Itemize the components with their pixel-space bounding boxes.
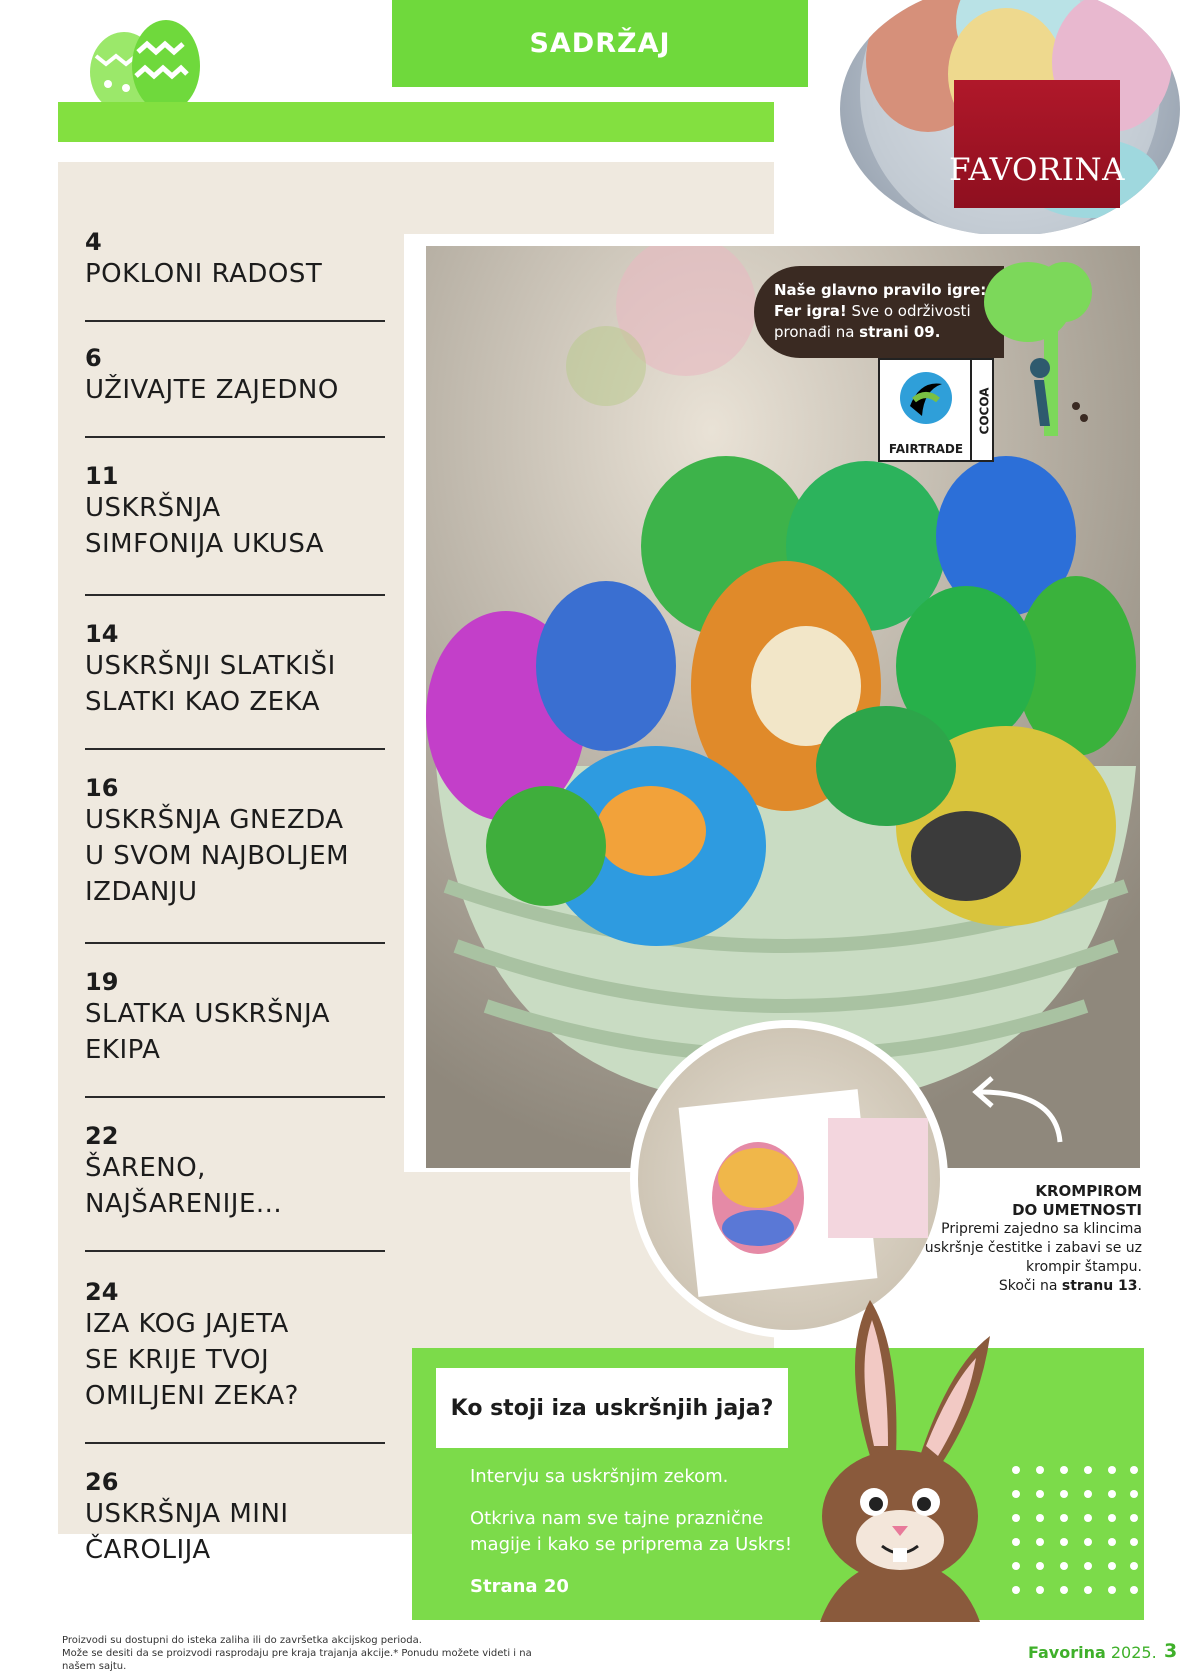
toc-page-number: 16 [85, 774, 119, 802]
header-green-bar [58, 102, 774, 142]
disclaimer-line2: Može se desiti da se proizvodi rasprodaju pre kraja trajanja akcije.* Ponudu možete videti i na našem sajtu. [62, 1648, 532, 1672]
cocoa-text-wrap [974, 366, 994, 456]
cocoa-text: COCOA [977, 387, 992, 435]
caption-jump-post: . [1137, 1278, 1142, 1294]
toc-title: USKRŠNJA GNEZDA U SVOM NAJBOLJEM IZDANJU [85, 805, 350, 907]
toc-item-24[interactable] [85, 1278, 385, 1414]
disclaimer-line1: Proizvodi su dostupni do isteka zaliha ili do završetka akcijskog perioda. [62, 1635, 422, 1646]
sustainability-heading: Naše glavno pravilo igre: [774, 281, 987, 299]
potato-stamp-card-photo [630, 1020, 948, 1338]
toc-title: ŠARENO, NAJŠARENIJE... [85, 1153, 283, 1219]
page-number: 3 [1164, 1640, 1178, 1662]
footer-disclaimer [62, 1634, 562, 1673]
interview-heading-box [436, 1368, 788, 1448]
toc-item-4[interactable] [85, 228, 385, 292]
sustainability-note [754, 266, 1004, 358]
potato-art-caption [920, 1182, 1142, 1296]
toc-item-22[interactable] [85, 1122, 385, 1222]
sustainability-bold: Fer igra! [774, 302, 847, 320]
easter-card-illustration [638, 1028, 940, 1330]
toc-title: USKRŠNJA MINI ČAROLIJA [85, 1499, 289, 1565]
sustainability-page-link[interactable]: strani 09. [859, 323, 941, 341]
page-title: SADRŽAJ [529, 28, 671, 59]
toc-title: USKRŠNJI SLATKIŠI SLATKI KAO ZEKA [85, 651, 336, 717]
toc-divider [85, 1096, 385, 1098]
sustainability-text: Sve o održivosti [846, 302, 971, 320]
sustainability-ref-pre: pronađi na [774, 323, 860, 341]
toc-page-number: 22 [85, 1122, 119, 1150]
toc-divider [85, 436, 385, 438]
caption-jump-pre: Skoči na [998, 1278, 1062, 1294]
toc-page-number: 6 [85, 344, 102, 372]
toc-page-number: 26 [85, 1468, 119, 1496]
curved-arrow-icon [960, 1066, 1070, 1146]
page-title-tab [392, 0, 808, 87]
caption-body: Pripremi zajedno sa klincima uskršnje čestitke i zabavi se uz krompir štampu. [924, 1221, 1142, 1275]
toc-item-6[interactable] [85, 344, 385, 408]
toc-divider [85, 594, 385, 596]
toc-item-26[interactable] [85, 1468, 385, 1568]
easter-bunny-icon [800, 1296, 1000, 1622]
toc-divider [85, 1442, 385, 1444]
dot-grid-decoration [1010, 1464, 1140, 1596]
toc-divider [85, 748, 385, 750]
interview-text [470, 1464, 830, 1616]
toc-page-number: 14 [85, 620, 119, 648]
toc-title: IZA KOG JAJETA SE KRIJE TVOJ OMILJENI ZEKA? [85, 1309, 299, 1411]
toc-divider [85, 1250, 385, 1252]
toc-page-number: 4 [85, 228, 102, 256]
toc-page-number: 19 [85, 968, 119, 996]
toc-divider [85, 320, 385, 322]
interview-heading: Ko stoji iza uskršnjih jaja? [450, 1395, 774, 1421]
toc-item-19[interactable] [85, 968, 385, 1068]
toc-page-number: 24 [85, 1278, 119, 1306]
toc-title: SLATKA USKRŠNJA EKIPA [85, 999, 330, 1065]
tree-with-person-icon [984, 256, 1096, 446]
toc-divider [85, 942, 385, 944]
toc-item-14[interactable] [85, 620, 385, 720]
toc-title: USKRŠNJA SIMFONIJA UKUSA [85, 493, 325, 559]
favorina-logo-text: FAVORINA [949, 152, 1126, 188]
fairtrade-mark [880, 360, 972, 460]
footer-year: 2025. [1105, 1643, 1157, 1662]
caption-title-line2: DO UMETNOSTI [1012, 1201, 1142, 1219]
interview-intro: Intervju sa uskršnjim zekom. [470, 1466, 729, 1487]
footer-brand [1028, 1643, 1157, 1662]
caption-page-link[interactable]: stranu 13 [1061, 1278, 1138, 1294]
fairtrade-text: FAIRTRADE [888, 442, 964, 456]
toc-title: POKLONI RADOST [85, 259, 323, 289]
interview-description: Otkriva nam sve tajne praznične magije i kako se priprema za Uskrs! [470, 1508, 793, 1555]
toc-item-16[interactable] [85, 774, 385, 910]
toc-title: UŽIVAJTE ZAJEDNO [85, 375, 339, 405]
footer-brand-name: Favorina [1028, 1643, 1106, 1662]
caption-title-line1: KROMPIROM [1035, 1182, 1142, 1200]
fairtrade-logo-icon [880, 360, 972, 434]
favorina-brand-badge [949, 80, 1126, 208]
toc-item-11[interactable] [85, 462, 385, 562]
toc-page-number: 11 [85, 462, 119, 490]
interview-page-link[interactable]: Strana 20 [470, 1576, 569, 1597]
fairtrade-cocoa-label [878, 358, 994, 462]
